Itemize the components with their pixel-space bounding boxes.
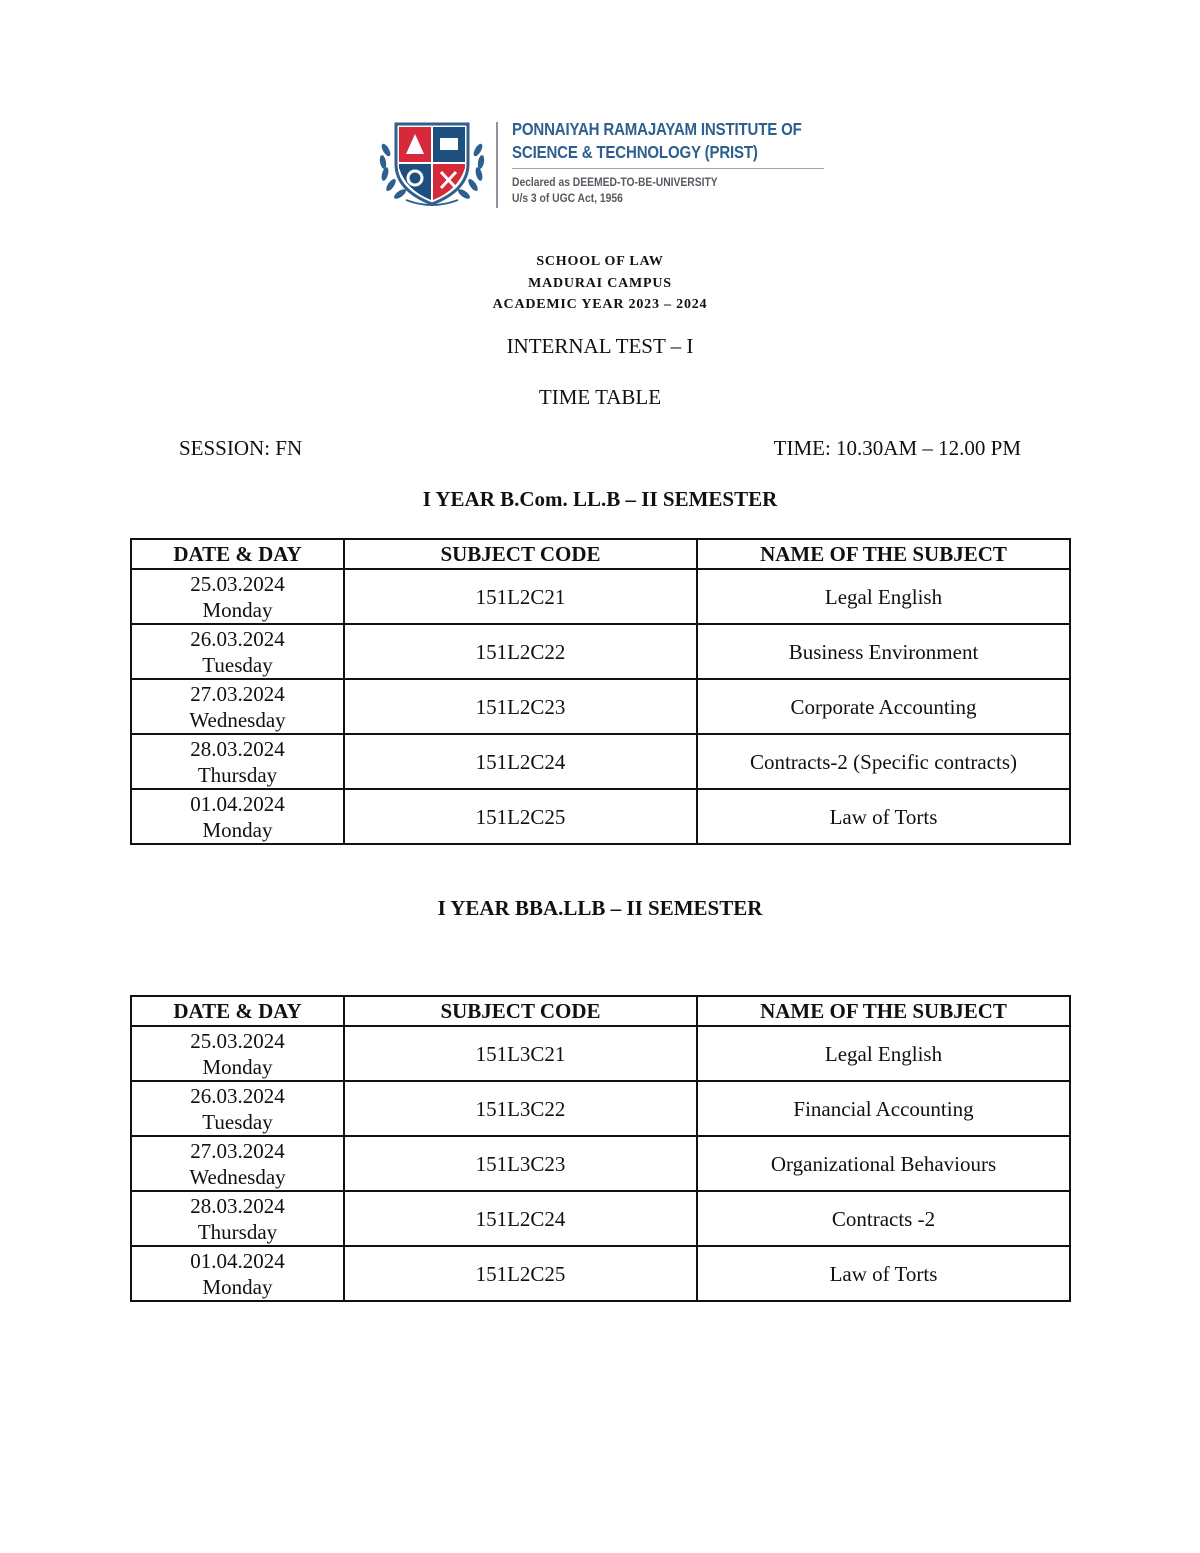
- subject-code-cell: 151L2C25: [344, 789, 697, 844]
- subject-name-cell: Legal English: [697, 569, 1070, 624]
- section-title-bba-llb: I YEAR BBA.LLB – II SEMESTER: [437, 896, 763, 920]
- test-title: INTERNAL TEST – I: [506, 334, 694, 358]
- subject-name-cell: Law of Torts: [697, 1246, 1070, 1301]
- table-header-row: [131, 539, 1070, 569]
- column-header-subject-name: NAME OF THE SUBJECT: [697, 539, 1070, 569]
- column-header-subject-code: SUBJECT CODE: [344, 996, 697, 1026]
- table-row: [131, 624, 1070, 679]
- subject-code-cell: 151L2C25: [344, 1246, 697, 1301]
- subject-code-cell: 151L3C23: [344, 1136, 697, 1191]
- date-day-cell: 25.03.2024 Monday: [131, 569, 344, 624]
- institute-logo: [376, 118, 828, 210]
- subject-code-cell: 151L2C24: [344, 1191, 697, 1246]
- table-row: [131, 679, 1070, 734]
- logo-rule: [512, 168, 824, 169]
- column-header-date-day: DATE & DAY: [131, 996, 344, 1026]
- section-title-bcom-llb: I YEAR B.Com. LL.B – II SEMESTER: [422, 487, 778, 511]
- time-label: TIME: 10.30AM – 12.00 PM: [773, 436, 1021, 460]
- date-day-cell: 28.03.2024 Thursday: [131, 1191, 344, 1246]
- institute-name: PONNAIYAH RAMAJAYAM INSTITUTE OF SCIENCE & TECHNOLOGY (PRIST): [512, 119, 802, 162]
- date-day-cell: 25.03.2024 Monday: [131, 1026, 344, 1081]
- timetable-bcom-llb: [130, 538, 1071, 845]
- subject-name-cell: Contracts -2: [697, 1191, 1070, 1246]
- table-row: [131, 1191, 1070, 1246]
- date-day-cell: 26.03.2024 Tuesday: [131, 624, 344, 679]
- column-header-date-day: DATE & DAY: [131, 539, 344, 569]
- session-label: SESSION: FN: [179, 436, 303, 460]
- table-row: [131, 1081, 1070, 1136]
- date-day-cell: 27.03.2024 Wednesday: [131, 1136, 344, 1191]
- subject-code-cell: 151L2C23: [344, 679, 697, 734]
- school-name: SCHOOL OF LAW: [536, 254, 664, 269]
- campus-name: MADURAI CAMPUS: [528, 275, 672, 291]
- subject-name-cell: Financial Accounting: [697, 1081, 1070, 1136]
- school-header: [0, 251, 1200, 316]
- logo-divider: [496, 122, 498, 208]
- column-header-subject-code: SUBJECT CODE: [344, 539, 697, 569]
- timetable-bba-llb: [130, 995, 1071, 1302]
- subject-code-cell: 151L3C21: [344, 1026, 697, 1081]
- table-row: [131, 734, 1070, 789]
- column-header-subject-name: NAME OF THE SUBJECT: [697, 996, 1070, 1026]
- table-row: [131, 569, 1070, 624]
- subject-code-cell: 151L2C24: [344, 734, 697, 789]
- academic-year: ACADEMIC YEAR 2023 – 2024: [492, 297, 708, 312]
- table-header-row: [131, 996, 1070, 1026]
- table-row: [131, 1136, 1070, 1191]
- subject-name-cell: Organizational Behaviours: [697, 1136, 1070, 1191]
- date-day-cell: 26.03.2024 Tuesday: [131, 1081, 344, 1136]
- subject-code-cell: 151L3C22: [344, 1081, 697, 1136]
- table-row: [131, 1246, 1070, 1301]
- subject-code-cell: 151L2C21: [344, 569, 697, 624]
- date-day-cell: 01.04.2024 Monday: [131, 789, 344, 844]
- table-row: [131, 1026, 1070, 1081]
- subject-name-cell: Corporate Accounting: [697, 679, 1070, 734]
- subject-name-cell: Law of Torts: [697, 789, 1070, 844]
- subject-name-cell: Business Environment: [697, 624, 1070, 679]
- subject-name-cell: Legal English: [697, 1026, 1070, 1081]
- date-day-cell: 27.03.2024 Wednesday: [131, 679, 344, 734]
- crest-emblem-icon: [376, 118, 488, 210]
- subject-code-cell: 151L2C22: [344, 624, 697, 679]
- institute-status: Declared as DEEMED-TO-BE-UNIVERSITY U/s 3 of UGC Act, 1956: [512, 175, 718, 205]
- subject-name-cell: Contracts-2 (Specific contracts): [697, 734, 1070, 789]
- table-row: [131, 789, 1070, 844]
- timetable-title: TIME TABLE: [538, 385, 662, 409]
- date-day-cell: 28.03.2024 Thursday: [131, 734, 344, 789]
- date-day-cell: 01.04.2024 Monday: [131, 1246, 344, 1301]
